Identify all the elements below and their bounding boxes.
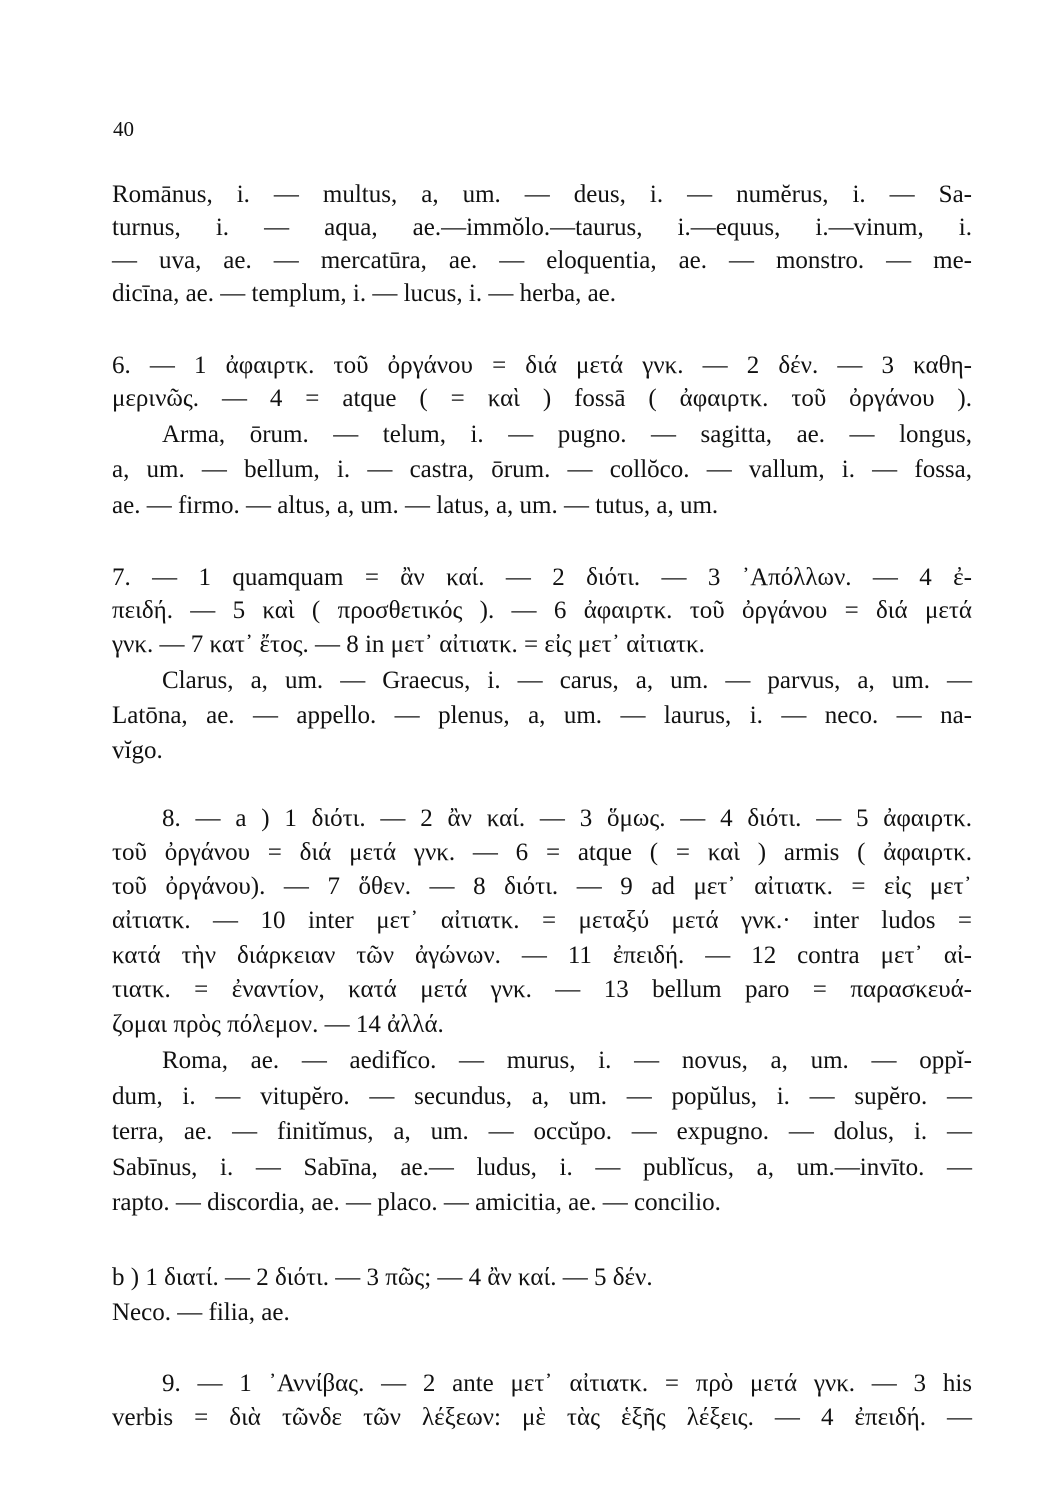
text-line: Roma, ae. — aedifĭco. — murus, i. — novus, a, um. — oppĭ- bbox=[162, 1047, 972, 1074]
text-line: τοῦ ὀργάνου = διά μετά γνκ. — 6 = atque ( = καὶ ) armis ( ἀφαιρτκ. bbox=[112, 839, 972, 866]
text-line: Arma, ōrum. — telum, i. — pugno. — sagitta, ae. — longus, bbox=[162, 421, 972, 448]
text-line: a, um. — bellum, i. — castra, ōrum. — collŏco. — vallum, i. — fossa, bbox=[112, 456, 972, 483]
section-9-heading-line: 9. — 1 ᾿Αννίβας. — 2 ante μετ᾿ αἰτιατκ. = πρὸ μετά γνκ. — 3 his bbox=[162, 1370, 972, 1397]
section-6-heading-line: 6. — 1 ἀφαιρτκ. τοῦ ὀργάνου = διά μετά γνκ. — 2 δέν. — 3 καθη- bbox=[112, 352, 972, 379]
text-line: dicīna, ae. — templum, i. — lucus, i. — herba, ae. bbox=[112, 280, 617, 307]
text-line: — uva, ae. — mercatūra, ae. — eloquentia, ae. — monstro. — me- bbox=[112, 247, 972, 274]
text-line: ζομαι πρὸς πόλεμον. — 14 ἀλλά. bbox=[112, 1011, 444, 1038]
section-8b-heading-line: b ) 1 διατί. — 2 διότι. — 3 πῶς; — 4 ἂν καί. — 5 δέν. bbox=[112, 1264, 653, 1291]
text-line: γνκ. — 7 κατ᾿ ἔτος. — 8 in μετ᾿ αἰτιατκ. = εἰς μετ᾿ αἰτιατκ. bbox=[112, 631, 705, 658]
text-line: ae. — firmo. — altus, a, um. — latus, a, um. — tutus, a, um. bbox=[112, 492, 719, 519]
text-line: rapto. — discordia, ae. — placo. — amicitia, ae. — concilio. bbox=[112, 1189, 721, 1216]
text-line: verbis = διὰ τῶνδε τῶν λέξεων: μὲ τὰς ἑξῆς λέξεις. — 4 ἐπειδή. — bbox=[112, 1404, 972, 1431]
text-line: τοῦ ὀργάνου). — 7 ὅθεν. — 8 διότι. — 9 ad μετ᾿ αἰτιατκ. = εἰς μετ᾿ bbox=[112, 873, 972, 900]
text-line: αἰτιατκ. — 10 inter μετ᾿ αἰτιατκ. = μεταξύ μετά γνκ.· inter ludos = bbox=[112, 907, 972, 934]
section-7-heading-line: 7. — 1 quamquam = ἂν καί. — 2 διότι. — 3 ᾿Απόλλων. — 4 ἐ- bbox=[112, 564, 972, 591]
text-line: vĭgo. bbox=[112, 737, 163, 764]
text-line: Romānus, i. — multus, a, um. — deus, i. — numĕrus, i. — Sa- bbox=[112, 181, 972, 208]
text-line: Latōna, ae. — appello. — plenus, a, um. — laurus, i. — neco. — na- bbox=[112, 702, 972, 729]
text-line: Sabīnus, i. — Sabīna, ae.— ludus, i. — publĭcus, a, um.—invīto. — bbox=[112, 1154, 972, 1181]
text-line: τιατκ. = ἐναντίον, κατά μετά γνκ. — 13 bellum paro = παρασκευά- bbox=[112, 976, 972, 1003]
text-line: πειδή. — 5 καὶ ( προσθετικός ). — 6 ἀφαιρτκ. τοῦ ὀργάνου = διά μετά bbox=[112, 597, 972, 624]
page-number: 40 bbox=[113, 117, 134, 141]
text-line: Neco. — filia, ae. bbox=[112, 1299, 290, 1326]
text-line: turnus, i. — aqua, ae.—immŏlo.—taurus, i.—equus, i.—vinum, i. bbox=[112, 214, 972, 241]
text-line: terra, ae. — finitĭmus, a, um. — occŭpo. — expugno. — dolus, i. — bbox=[112, 1118, 972, 1145]
text-line: dum, i. — vitupĕro. — secundus, a, um. — popŭlus, i. — supĕro. — bbox=[112, 1083, 972, 1110]
text-line: μερινῶς. — 4 = atque ( = καὶ ) fossā ( ἀφαιρτκ. τοῦ ὀργάνου ). bbox=[112, 385, 972, 412]
text-line: Clarus, a, um. — Graecus, i. — carus, a, um. — parvus, a, um. — bbox=[162, 667, 972, 694]
text-line: κατά τὴν διάρκειαν τῶν ἀγώνων. — 11 ἐπειδή. — 12 contra μετ᾿ αἰ- bbox=[112, 942, 972, 969]
section-8a-heading-line: 8. — a ) 1 διότι. — 2 ἂν καί. — 3 ὅμως. — 4 διότι. — 5 ἀφαιρτκ. bbox=[162, 805, 972, 832]
